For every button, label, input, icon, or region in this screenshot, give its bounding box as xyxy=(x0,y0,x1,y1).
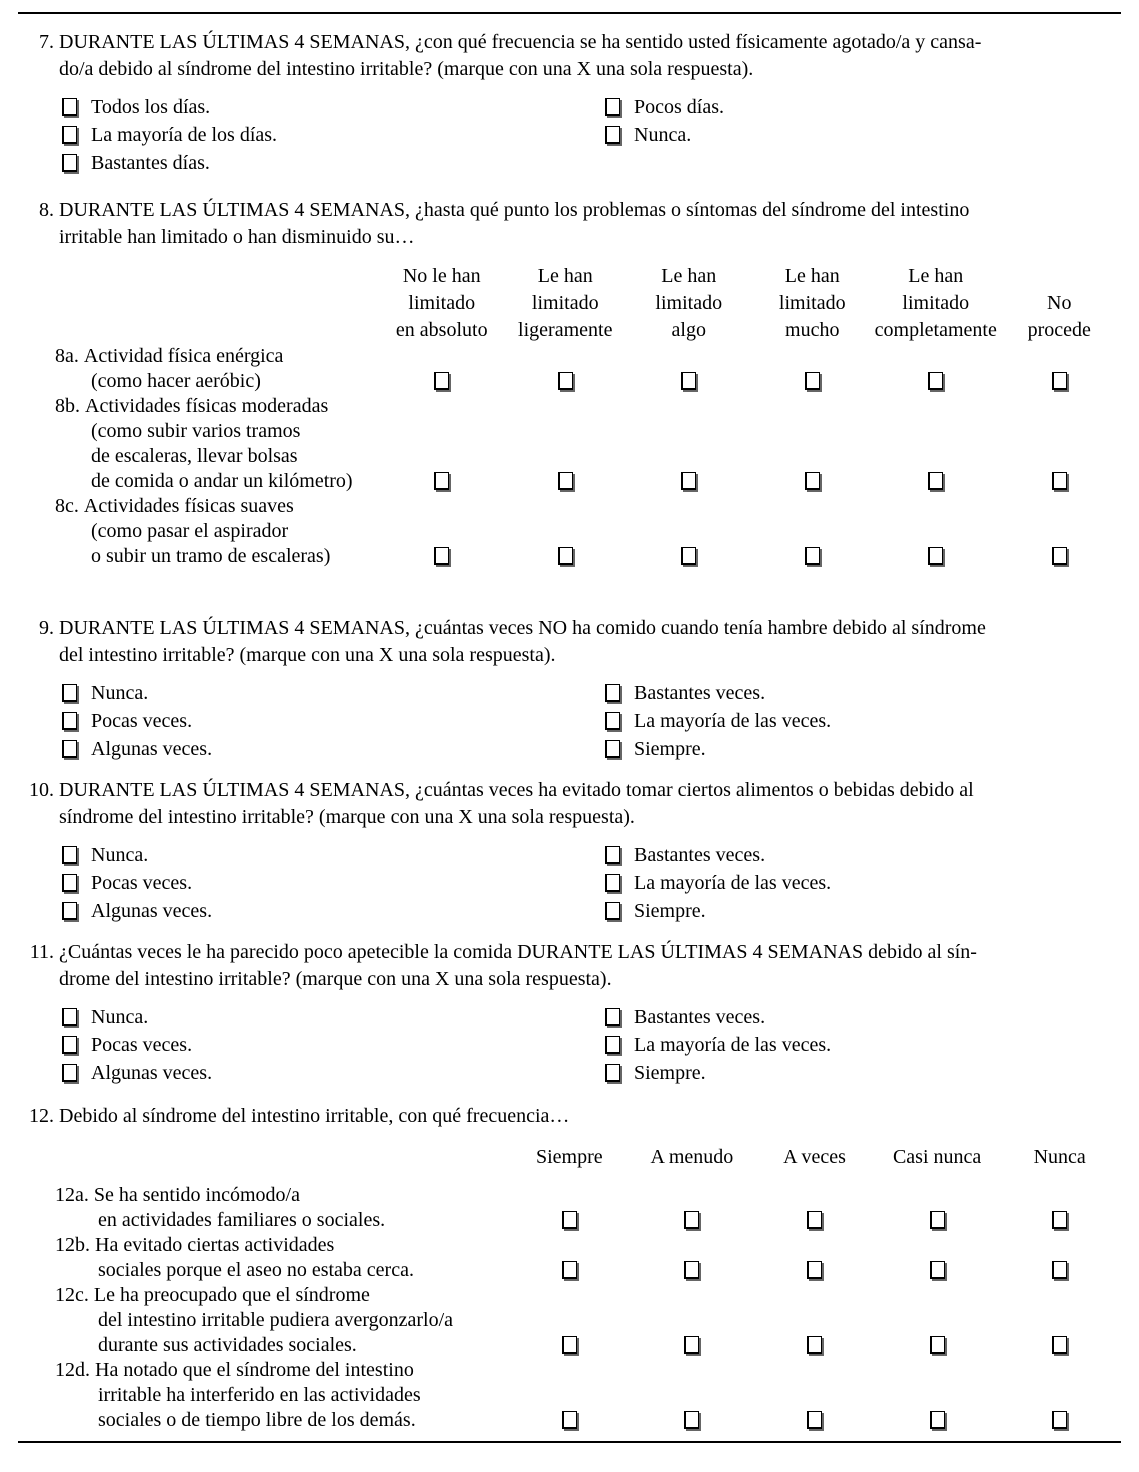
checkbox[interactable] xyxy=(930,1211,945,1229)
q12-row-12a xyxy=(18,1183,1121,1233)
q12-header-nunca: Nunca xyxy=(1033,1146,1086,1168)
q12a-col3-cell xyxy=(753,1183,876,1233)
q12-header-a-menudo: A menudo xyxy=(650,1146,734,1168)
question-9-text xyxy=(59,615,986,669)
option-label: La mayoría de las veces. xyxy=(634,1033,832,1056)
option-label: Bastantes días. xyxy=(91,151,210,174)
checkbox[interactable] xyxy=(681,372,696,390)
question-8-line: irritable han limitado o han disminuido su… xyxy=(59,226,415,248)
question-11-options xyxy=(18,1003,1121,1087)
checkbox[interactable] xyxy=(807,1211,822,1229)
option-algunas-veces[interactable] xyxy=(18,1059,605,1087)
option-label: Siempre. xyxy=(634,1061,706,1084)
q8a-col3-cell xyxy=(627,344,751,394)
checkbox[interactable] xyxy=(928,547,943,565)
option-bastantes-dias[interactable] xyxy=(18,149,605,177)
row-text: de escaleras, llevar bolsas xyxy=(91,445,298,467)
q8-row-8b xyxy=(18,394,1121,494)
checkbox[interactable] xyxy=(1052,1336,1067,1354)
checkbox[interactable] xyxy=(1052,1261,1067,1279)
option-empty xyxy=(605,149,1121,177)
checkbox[interactable] xyxy=(805,472,820,490)
q8-row-8a xyxy=(18,344,1121,394)
option-algunas-veces[interactable] xyxy=(18,897,605,925)
option-label: La mayoría de las veces. xyxy=(634,709,832,732)
checkbox[interactable] xyxy=(62,740,77,758)
question-8-line: DURANTE LAS ÚLTIMAS 4 SEMANAS, ¿hasta qué punto los problemas o síntomas del síndrome del intestino xyxy=(59,199,970,221)
q12b-col5-cell xyxy=(998,1233,1121,1283)
question-10-number: 10. xyxy=(29,779,54,801)
option-label: Algunas veces. xyxy=(91,899,213,922)
questionnaire-page xyxy=(0,12,1139,1472)
option-label: Nunca. xyxy=(634,123,692,146)
question-11-line: ¿Cuántas veces le ha parecido poco apetecible la comida DURANTE LAS ÚLTIMAS 4 SEMANAS debido al sín- xyxy=(59,941,977,963)
checkbox[interactable] xyxy=(62,1036,77,1054)
question-12-number: 12. xyxy=(29,1105,54,1127)
checkbox[interactable] xyxy=(562,1336,577,1354)
option-label: Bastantes veces. xyxy=(634,1005,766,1028)
q8-row-label xyxy=(18,394,380,494)
option-row xyxy=(18,897,1121,925)
question-12-text xyxy=(59,1103,569,1130)
option-nunca[interactable] xyxy=(18,679,605,707)
checkbox[interactable] xyxy=(1052,372,1067,390)
row-number: 12a. xyxy=(55,1184,89,1206)
q12-row-label xyxy=(18,1183,508,1233)
question-11-number: 11. xyxy=(29,941,54,963)
question-9-line: DURANTE LAS ÚLTIMAS 4 SEMANAS, ¿cuántas veces NO ha comido cuando tenía hambre debido al síndrome xyxy=(59,617,986,639)
checkbox[interactable] xyxy=(62,874,77,892)
option-siempre[interactable] xyxy=(605,735,1121,763)
top-rule xyxy=(18,12,1121,14)
q8-header-spacer xyxy=(18,263,380,344)
option-row xyxy=(18,1003,1121,1031)
q12c-col3-cell xyxy=(753,1283,876,1358)
option-pocas-veces[interactable] xyxy=(18,869,605,897)
q8-header-limitado-completamente: Le han limitado completamente xyxy=(874,265,997,341)
question-7-options xyxy=(18,93,1121,177)
checkbox[interactable] xyxy=(558,472,573,490)
q8-table-header xyxy=(18,263,1121,344)
checkbox[interactable] xyxy=(605,712,620,730)
q8b-col2-cell xyxy=(504,394,628,494)
q12c-col5-cell xyxy=(998,1283,1121,1358)
q8c-col4-cell xyxy=(751,494,875,569)
option-siempre[interactable] xyxy=(605,897,1121,925)
row-text: sociales o de tiempo libre de los demás. xyxy=(98,1409,416,1431)
checkbox[interactable] xyxy=(62,684,77,702)
checkbox[interactable] xyxy=(805,372,820,390)
q12b-col2-cell xyxy=(631,1233,754,1283)
q12-row-label xyxy=(18,1283,508,1358)
checkbox[interactable] xyxy=(562,1261,577,1279)
checkbox[interactable] xyxy=(605,126,620,144)
option-label: Pocas veces. xyxy=(91,871,193,894)
q12a-col4-cell xyxy=(876,1183,999,1233)
checkbox[interactable] xyxy=(807,1411,822,1429)
row-text: (como subir varios tramos xyxy=(91,420,301,442)
checkbox[interactable] xyxy=(1052,1411,1067,1429)
option-label: Algunas veces. xyxy=(91,737,213,760)
option-label: Siempre. xyxy=(634,899,706,922)
q12-row-label xyxy=(18,1358,508,1433)
checkbox[interactable] xyxy=(605,684,620,702)
q12-table-header xyxy=(18,1144,1121,1171)
question-9-line: del intestino irritable? (marque con una X una sola respuesta). xyxy=(59,644,556,666)
q8b-col1-cell xyxy=(380,394,504,494)
checkbox[interactable] xyxy=(681,547,696,565)
row-text: (como hacer aeróbic) xyxy=(91,370,261,392)
checkbox[interactable] xyxy=(681,472,696,490)
option-todos-los-dias[interactable] xyxy=(18,93,605,121)
checkbox[interactable] xyxy=(62,712,77,730)
q12d-col3-cell xyxy=(753,1358,876,1433)
row-number: 8a. xyxy=(55,345,79,367)
checkbox[interactable] xyxy=(684,1336,699,1354)
checkbox[interactable] xyxy=(62,126,77,144)
q12-header-casi-nunca: Casi nunca xyxy=(892,1146,982,1168)
option-nunca[interactable] xyxy=(18,1003,605,1031)
q12a-col1-cell xyxy=(508,1183,631,1233)
option-row xyxy=(18,707,1121,735)
row-text: Ha notado que el síndrome del intestino xyxy=(95,1359,414,1381)
option-bastantes-veces[interactable] xyxy=(605,679,1121,707)
q8b-col4-cell xyxy=(751,394,875,494)
checkbox[interactable] xyxy=(605,902,620,920)
option-label: Nunca. xyxy=(91,681,149,704)
checkbox[interactable] xyxy=(605,1036,620,1054)
checkbox[interactable] xyxy=(62,154,77,172)
q8-header-limitado-mucho: Le han limitado mucho xyxy=(778,265,846,341)
row-text: en actividades familiares o sociales. xyxy=(98,1209,386,1231)
row-number: 12c. xyxy=(55,1284,89,1306)
checkbox[interactable] xyxy=(605,1008,620,1026)
question-7 xyxy=(18,29,1121,83)
checkbox[interactable] xyxy=(62,98,77,116)
q8c-col1-cell xyxy=(380,494,504,569)
row-text: o subir un tramo de escaleras) xyxy=(91,545,331,567)
row-text: Ha evitado ciertas actividades xyxy=(95,1234,335,1256)
option-label: Bastantes veces. xyxy=(634,681,766,704)
q8c-col3-cell xyxy=(627,494,751,569)
checkbox[interactable] xyxy=(434,472,449,490)
q8a-col2-cell xyxy=(504,344,628,394)
checkbox[interactable] xyxy=(930,1411,945,1429)
option-label: Algunas veces. xyxy=(91,1061,213,1084)
checkbox[interactable] xyxy=(807,1336,822,1354)
checkbox[interactable] xyxy=(805,547,820,565)
question-10-text xyxy=(59,777,974,831)
q12-row-12b xyxy=(18,1233,1121,1283)
question-7-line: do/a debido al síndrome del intestino irritable? (marque con una X una sola respuesta). xyxy=(59,58,754,80)
checkbox[interactable] xyxy=(605,1064,620,1082)
q12c-col4-cell xyxy=(876,1283,999,1358)
q12-row-12d xyxy=(18,1358,1121,1433)
row-number: 8b. xyxy=(55,395,80,417)
q8c-col5-cell xyxy=(874,494,998,569)
option-row xyxy=(18,1031,1121,1059)
q8-header-limitado-algo: Le han limitado algo xyxy=(655,265,723,341)
option-pocas-veces[interactable] xyxy=(18,1031,605,1059)
q8-row-8c xyxy=(18,494,1121,569)
q12b-col4-cell xyxy=(876,1233,999,1283)
row-text: Actividades físicas moderadas xyxy=(85,395,329,417)
q8a-col5-cell xyxy=(874,344,998,394)
row-text: de comida o andar un kilómetro) xyxy=(91,470,353,492)
q12a-col5-cell xyxy=(998,1183,1121,1233)
question-9-number: 9. xyxy=(39,617,54,639)
q8-header-limitado-ligeramente: Le han limitado ligeramente xyxy=(518,265,613,341)
bottom-rule xyxy=(18,1441,1121,1443)
option-pocos-dias[interactable] xyxy=(605,93,1121,121)
row-text: (como pasar el aspirador xyxy=(91,520,289,542)
question-8-number: 8. xyxy=(39,199,54,221)
q8a-col6-cell xyxy=(998,344,1122,394)
question-10-line: síndrome del intestino irritable? (marque con una X una sola respuesta). xyxy=(59,806,635,828)
option-label: Pocas veces. xyxy=(91,709,193,732)
checkbox[interactable] xyxy=(684,1211,699,1229)
checkbox[interactable] xyxy=(562,1411,577,1429)
question-9-options xyxy=(18,679,1121,763)
checkbox[interactable] xyxy=(62,902,77,920)
option-label: Nunca. xyxy=(91,843,149,866)
question-11-text xyxy=(59,939,977,993)
checkbox[interactable] xyxy=(605,846,620,864)
option-algunas-veces[interactable] xyxy=(18,735,605,763)
q8c-col2-cell xyxy=(504,494,628,569)
checkbox[interactable] xyxy=(62,846,77,864)
option-row xyxy=(18,735,1121,763)
checkbox[interactable] xyxy=(62,1064,77,1082)
option-mayoria-dias[interactable] xyxy=(18,121,605,149)
row-text: Le ha preocupado que el síndrome xyxy=(93,1284,370,1306)
q8a-col4-cell xyxy=(751,344,875,394)
option-bastantes-veces[interactable] xyxy=(605,841,1121,869)
q12-row-12c xyxy=(18,1283,1121,1358)
checkbox[interactable] xyxy=(684,1411,699,1429)
option-label: Siempre. xyxy=(634,737,706,760)
checkbox[interactable] xyxy=(434,372,449,390)
question-11-line: drome del intestino irritable? (marque con una X una sola respuesta). xyxy=(59,968,612,990)
q8-header-no-procede: No procede xyxy=(1027,292,1091,341)
q8c-col6-cell xyxy=(998,494,1122,569)
checkbox[interactable] xyxy=(930,1261,945,1279)
q8-header-no-le-han-limitado: No le han limitado en absoluto xyxy=(395,265,488,341)
option-mayoria-veces[interactable] xyxy=(605,869,1121,897)
q12-row-label xyxy=(18,1233,508,1283)
option-label: Pocas veces. xyxy=(91,1033,193,1056)
option-label: La mayoría de las veces. xyxy=(634,871,832,894)
option-row xyxy=(18,149,1121,177)
question-9 xyxy=(18,615,1121,669)
question-8-text xyxy=(59,197,969,251)
checkbox[interactable] xyxy=(558,372,573,390)
q12b-col3-cell xyxy=(753,1233,876,1283)
row-text: Actividades físicas suaves xyxy=(83,495,294,517)
q12d-col5-cell xyxy=(998,1358,1121,1433)
question-7-line: DURANTE LAS ÚLTIMAS 4 SEMANAS, ¿con qué frecuencia se ha sentido usted físicamente agotado/a y cansa- xyxy=(59,31,982,53)
question-7-text xyxy=(59,29,981,83)
row-number: 12b. xyxy=(55,1234,90,1256)
q8b-col3-cell xyxy=(627,394,751,494)
row-text: Actividad física enérgica xyxy=(83,345,284,367)
q12d-col4-cell xyxy=(876,1358,999,1433)
q12-header-spacer xyxy=(18,1144,508,1171)
checkbox[interactable] xyxy=(928,472,943,490)
checkbox[interactable] xyxy=(807,1261,822,1279)
option-mayoria-veces[interactable] xyxy=(605,1031,1121,1059)
option-label: Bastantes veces. xyxy=(634,843,766,866)
option-row xyxy=(18,93,1121,121)
q12-header-a-veces: A veces xyxy=(783,1146,846,1168)
q12c-col2-cell xyxy=(631,1283,754,1358)
option-nunca[interactable] xyxy=(605,121,1121,149)
q12d-col2-cell xyxy=(631,1358,754,1433)
q8-row-label xyxy=(18,344,380,394)
q8-row-label xyxy=(18,494,380,569)
checkbox[interactable] xyxy=(558,547,573,565)
checkbox[interactable] xyxy=(684,1261,699,1279)
checkbox[interactable] xyxy=(605,740,620,758)
row-text: durante sus actividades sociales. xyxy=(98,1334,357,1356)
question-10-line: DURANTE LAS ÚLTIMAS 4 SEMANAS, ¿cuántas veces ha evitado tomar ciertos alimentos o bebidas debido al xyxy=(59,779,974,801)
question-11 xyxy=(18,939,1121,993)
option-row xyxy=(18,1059,1121,1087)
option-nunca[interactable] xyxy=(18,841,605,869)
option-label: La mayoría de los días. xyxy=(91,123,278,146)
option-mayoria-veces[interactable] xyxy=(605,707,1121,735)
option-label: Todos los días. xyxy=(91,95,211,118)
checkbox[interactable] xyxy=(1052,547,1067,565)
question-7-number: 7. xyxy=(39,31,54,53)
row-number: 8c. xyxy=(55,495,79,517)
option-row xyxy=(18,841,1121,869)
option-row xyxy=(18,679,1121,707)
q12b-col1-cell xyxy=(508,1233,631,1283)
checkbox[interactable] xyxy=(605,98,620,116)
option-pocas-veces[interactable] xyxy=(18,707,605,735)
row-number: 12d. xyxy=(55,1359,90,1381)
question-10-options xyxy=(18,841,1121,925)
option-row xyxy=(18,121,1121,149)
row-text: sociales porque el aseo no estaba cerca. xyxy=(98,1259,414,1281)
q12c-col1-cell xyxy=(508,1283,631,1358)
checkbox[interactable] xyxy=(930,1336,945,1354)
checkbox[interactable] xyxy=(562,1211,577,1229)
checkbox[interactable] xyxy=(1052,1211,1067,1229)
q8b-col5-cell xyxy=(874,394,998,494)
option-siempre[interactable] xyxy=(605,1059,1121,1087)
q12a-col2-cell xyxy=(631,1183,754,1233)
question-12 xyxy=(18,1103,1121,1130)
option-label: Pocos días. xyxy=(634,95,724,118)
question-12-line: Debido al síndrome del intestino irritable, con qué frecuencia… xyxy=(59,1105,570,1127)
option-bastantes-veces[interactable] xyxy=(605,1003,1121,1031)
checkbox[interactable] xyxy=(434,547,449,565)
row-text: Se ha sentido incómodo/a xyxy=(93,1184,300,1206)
row-text: del intestino irritable pudiera avergonzarlo/a xyxy=(98,1309,454,1331)
q8a-col1-cell xyxy=(380,344,504,394)
row-text: irritable ha interferido en las actividades xyxy=(98,1384,421,1406)
question-8 xyxy=(18,197,1121,251)
q12d-col1-cell xyxy=(508,1358,631,1433)
question-10 xyxy=(18,777,1121,831)
option-label: Nunca. xyxy=(91,1005,149,1028)
checkbox[interactable] xyxy=(1052,472,1067,490)
q8b-col6-cell xyxy=(998,394,1122,494)
q12-header-siempre: Siempre xyxy=(535,1146,603,1168)
checkbox[interactable] xyxy=(928,372,943,390)
checkbox[interactable] xyxy=(62,1008,77,1026)
checkbox[interactable] xyxy=(605,874,620,892)
option-row xyxy=(18,869,1121,897)
